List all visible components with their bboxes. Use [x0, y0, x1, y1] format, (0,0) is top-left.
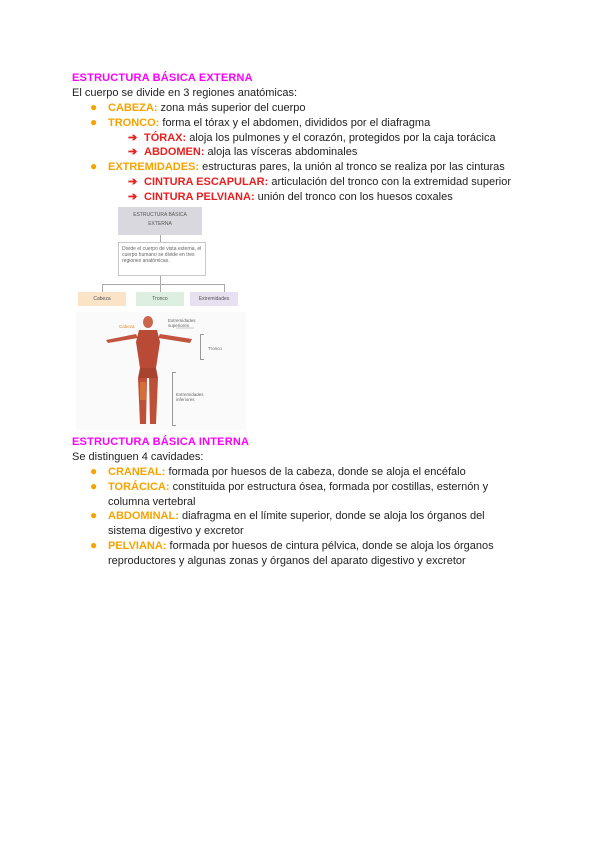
text-torax: aloja los pulmones y el corazón, protegidos por la caja torácica [186, 132, 496, 144]
body-illustration [76, 312, 246, 430]
text-craneal: formada por huesos de la cabeza, donde se aloja el encéfalo [165, 466, 466, 478]
connector-line [102, 284, 224, 285]
bullet-icon: ● [90, 538, 98, 552]
heading-internal: ESTRUCTURA BÁSICA INTERNA [72, 436, 250, 448]
connector-line [160, 276, 161, 284]
term-cabeza: CABEZA: [108, 102, 158, 114]
term-abdominal: ABDOMINAL: [108, 510, 179, 522]
diagram-cat-tronco: Tronco [136, 292, 184, 306]
bullet-icon: ● [90, 508, 98, 522]
diagram-cat-extremidades: Extremidades [190, 292, 238, 306]
text-cintura-pelviana: unión del tronco con los huesos coxales [254, 191, 453, 203]
text-toracica-continued: columna vertebral [108, 496, 196, 508]
term-cintura-pelviana: CINTURA PELVIANA: [144, 191, 255, 203]
text-abdominal: diafragma en el límite superior, donde se aloja los órganos del [178, 510, 485, 522]
label-cabeza: Cabeza [119, 324, 135, 329]
term-abdomen: ABDOMEN: [144, 146, 205, 158]
arrow-icon: ➔ [128, 132, 138, 144]
arrow-icon: ➔ [128, 191, 138, 203]
term-toracica: TORÁCICA: [108, 481, 170, 493]
text-abdominal-continued: sistema digestivo y excretor [108, 525, 244, 537]
anatomy-diagram [76, 206, 246, 430]
term-craneal: CRANEAL: [108, 466, 166, 478]
intro-internal: Se distinguen 4 cavidades: [72, 451, 204, 463]
label-tronco: Tronco [208, 346, 222, 351]
term-pelviana: PELVIANA: [108, 540, 167, 552]
text-pelviana-continued: reproductores y algunas zonas y órganos del aparato digestivo y excretor [108, 555, 466, 567]
text-tronco: forma el tórax y el abdomen, divididos por el diafragma [159, 117, 431, 129]
diagram-title-box [118, 207, 202, 235]
arrow-icon: ➔ [128, 176, 138, 188]
term-tronco: TRONCO: [108, 117, 160, 129]
diagram-title-line1: ESTRUCTURA BÁSICA [133, 212, 187, 218]
text-cabeza: zona más superior del cuerpo [157, 102, 306, 114]
label-extremidades-superiores: Extremidades superiores [168, 318, 196, 328]
term-extremidades: EXTREMIDADES: [108, 161, 200, 173]
diagram-cat-cabeza: Cabeza [78, 292, 126, 306]
bullet-icon: ● [90, 464, 98, 478]
bullet-icon: ● [90, 479, 98, 493]
connector-line [160, 284, 161, 292]
connector-line [224, 284, 225, 292]
text-extremidades: estructuras pares, la unión al tronco se realiza por las cinturas [199, 161, 505, 173]
connector-line [102, 284, 103, 292]
intro-external: El cuerpo se divide en 3 regiones anatómicas: [72, 87, 298, 99]
connector-line [160, 235, 161, 242]
bullet-icon: ● [90, 159, 98, 173]
diagram-description: Divide el cuerpo de vista externa, el cuerpo humano se divide en tres regiones anatómicas. [118, 242, 206, 276]
text-cintura-escapular: articulación del tronco con la extremidad superior [268, 176, 512, 188]
term-cintura-escapular: CINTURA ESCAPULAR: [144, 176, 269, 188]
human-figure-icon [76, 312, 246, 430]
term-torax: TÓRAX: [144, 132, 187, 144]
heading-external: ESTRUCTURA BÁSICA EXTERNA [72, 72, 253, 84]
text-toracica: constituida por estructura ósea, formada por costillas, esternón y [169, 481, 489, 493]
text-abdomen: aloja las vísceras abdominales [204, 146, 358, 158]
label-extremidades-inferiores: Extremidades inferiores [176, 392, 204, 402]
bullet-icon: ● [90, 115, 98, 129]
text-pelviana: formada por huesos de cintura pélvica, donde se aloja los órganos [166, 540, 494, 552]
bullet-icon: ● [90, 100, 98, 114]
diagram-title-line2: EXTERNA [148, 221, 172, 227]
arrow-icon: ➔ [128, 146, 138, 158]
